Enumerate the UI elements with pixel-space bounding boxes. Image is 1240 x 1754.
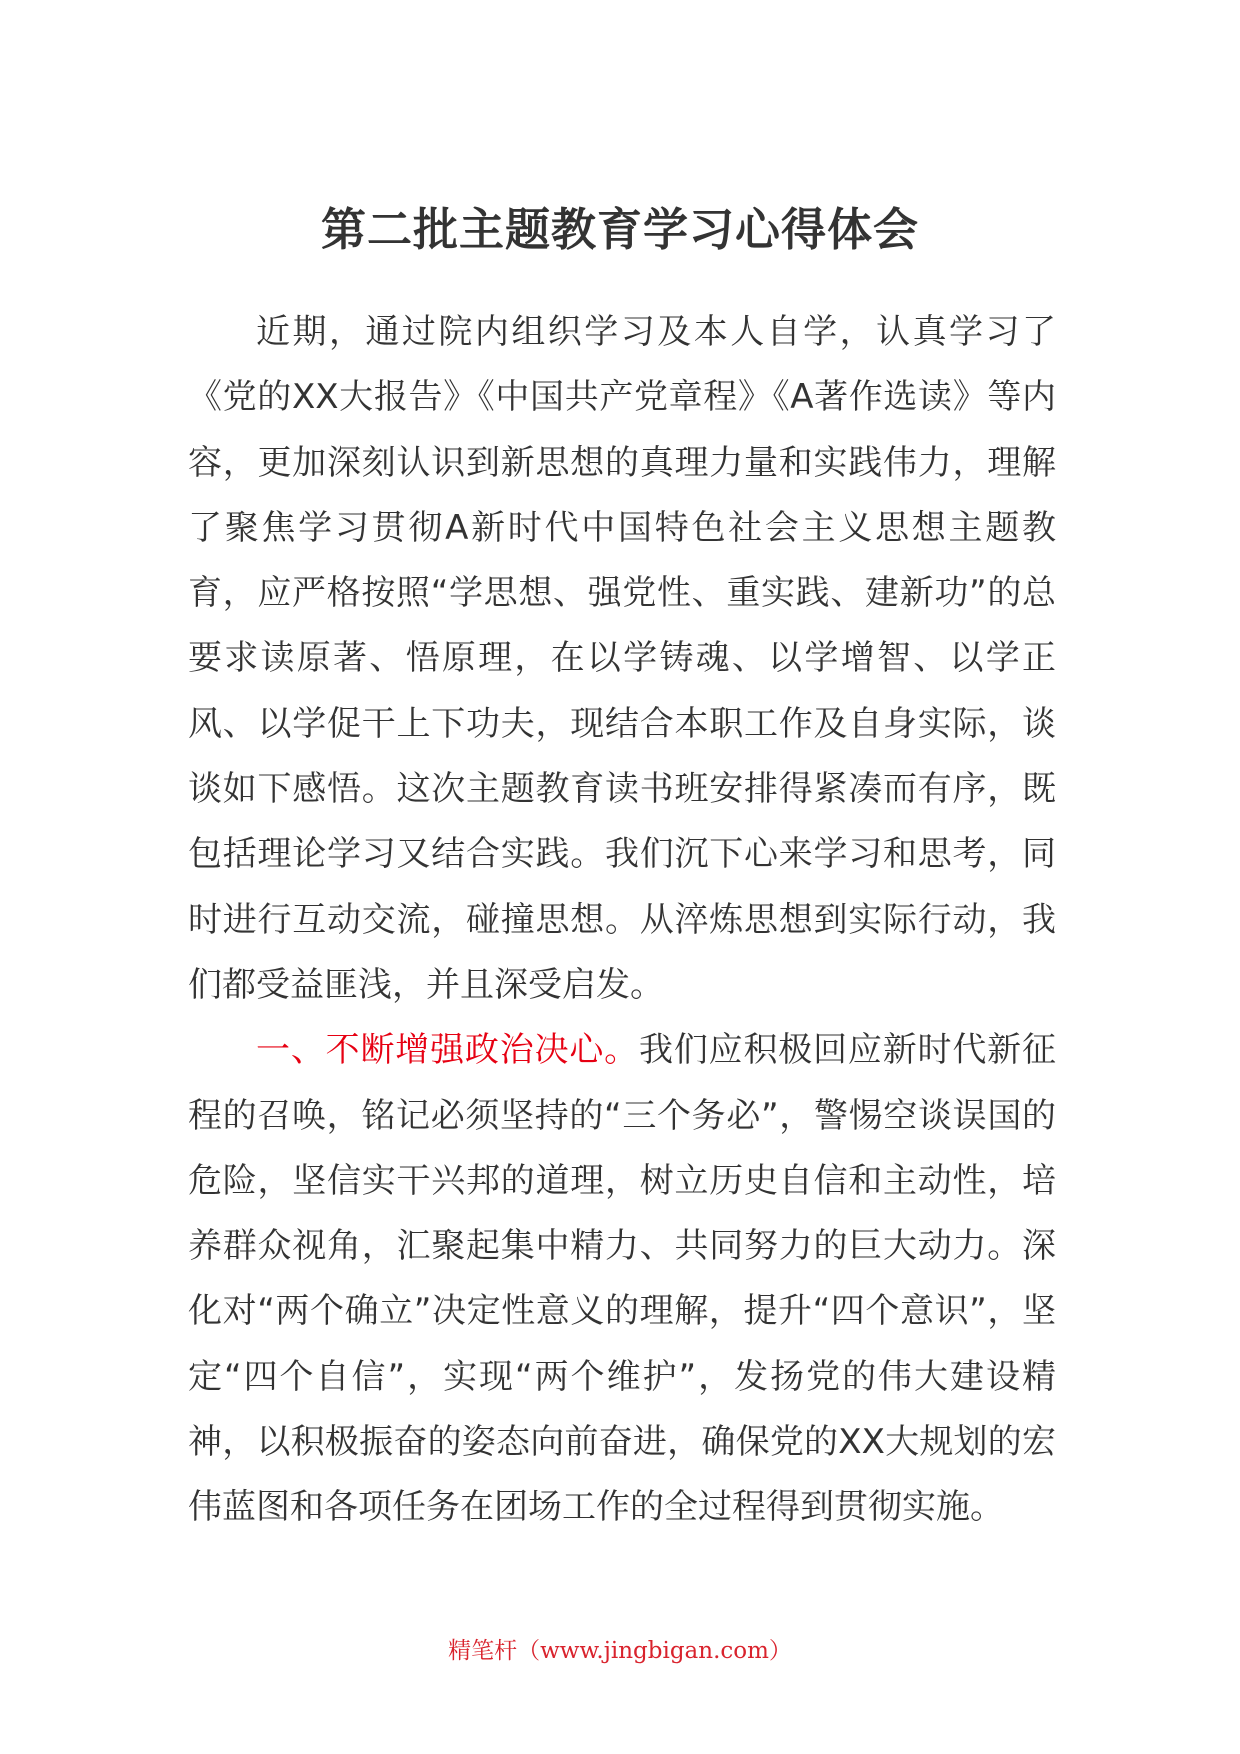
footer-watermark: 精笔杆（www.jingbigan.com） — [448, 1638, 792, 1664]
paragraph-intro — [188, 300, 1056, 1018]
paragraph-section-1 — [188, 1018, 1056, 1540]
section-1-text: 我们应积极回应新时代新征程的召唤，铭记必须坚持的“三个务必”，警惕空谈误国的危险，坚信实干兴邦的道理，树立历史自信和主动性，培养群众视角，汇聚起集中精力、共同努力的巨大动力。深化对“两个确立”决定性意义的理解，提升“四个意识”，坚定“四个自信”，实现“两个维护”，发扬党的伟大建设精神，以积极振奋的姿态向前奋进，确保党的XX大规划的宏伟蓝图和各项任务在团场工作的全过程得到贯彻实施。 — [188, 1030, 1056, 1528]
document-body — [188, 300, 1056, 1541]
document-title: 第二批主题教育学习心得体会 — [320, 203, 919, 256]
paragraph-intro-text: 近期，通过院内组织学习及本人自学，认真学习了《党的XX大报告》《中国共产党章程》《A著作选读》等内容，更加深刻认识到新思想的真理力量和实践伟力，理解了聚焦学习贯彻A新时代中国特色社会主义思想主题教育，应严格按照“学思想、强党性、重实践、建新功”的总要求读原著、悟原理，在以学铸魂、以学增智、以学正风、以学促干上下功夫，现结合本职工作及自身实际，谈谈如下感悟。这次主题教育读书班安排得紧凑而有序，既包括理论学习又结合实践。我们沉下心来学习和思考，同时进行互动交流，碰撞思想。从淬炼思想到实际行动，我们都受益匪浅，并且深受启发。 — [188, 312, 1056, 1005]
section-1-heading: 一、不断增强政治决心。 — [256, 1030, 639, 1071]
